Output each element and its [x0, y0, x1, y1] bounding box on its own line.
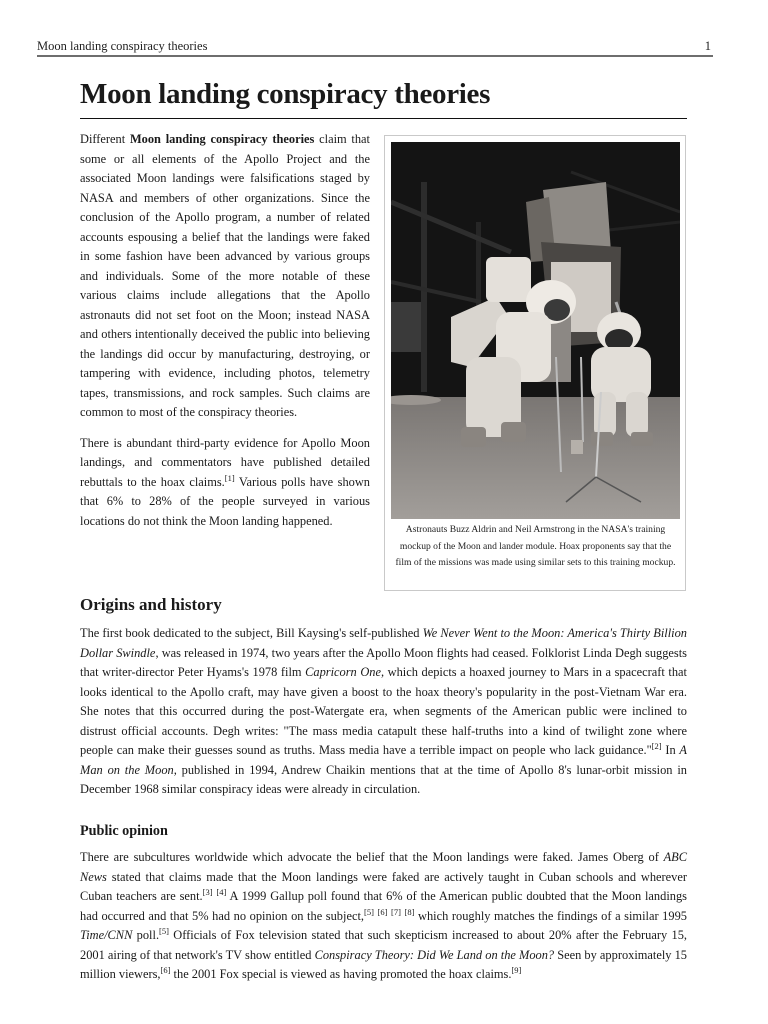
- astronauts-photo[interactable]: [391, 142, 680, 519]
- citation-link[interactable]: [6]: [377, 906, 388, 917]
- film-title: Capricorn One,: [305, 665, 385, 679]
- book-title: We Never Went to the Moon: America's Thirty Billion Dollar Swindle: [80, 626, 688, 660]
- text: , was released in 1974, two years after the Apollo Moon flights had ceased. Folklorist Linda Degh suggests that writer-director Peter Hyams's 1978 film: [80, 645, 687, 679]
- text: Officials of Fox television stated that such skepticism increased to about 20% after the February 15, 2001 airing of that network's TV show entitled: [80, 928, 687, 962]
- citation-link[interactable]: [8]: [404, 906, 415, 917]
- text: There are subcultures worldwide which advocate the belief that the Moon landings were faked. James Oberg of: [80, 850, 664, 864]
- citation-link[interactable]: [5]: [159, 926, 169, 936]
- lead-paragraph-1: [80, 130, 370, 423]
- text: Different: [80, 132, 130, 146]
- page-number: 1: [704, 39, 711, 53]
- text: There is abundant third-party evidence for Apollo Moon landings, and commentators have published detailed rebuttals to the hoax claims.: [80, 435, 370, 489]
- text: the 2001 Fox special is viewed as having promoted the hoax claims.: [170, 967, 512, 981]
- text: Various polls have shown that 6% to 28% of the people surveyed in various locations do not think the Moon landing happened.: [80, 474, 370, 528]
- book-title: A Man on the Moon,: [80, 743, 687, 777]
- citation-link[interactable]: [2]: [651, 741, 662, 751]
- running-header-title: Moon landing conspiracy theories: [37, 39, 208, 53]
- text: poll.: [132, 928, 160, 942]
- text: which depicts a hoaxed journey to Mars in a spacecraft that looks identical to the Apollo craft, may have given a boost to the hoax theory's popularity in the post-Vietnam War era. She notes that this occurred during the post-Watergate era, when segments of the American public were inclined to distrust official accounts. Degh writes: "The mass media catapult these half-truths into a kind of twilight zone where people can make their guesses sound as truths. Mass media have a terrible impact on people who lack guidance.": [80, 665, 687, 757]
- section-heading-public-opinion: Public opinion: [80, 823, 168, 839]
- origins-paragraph: [80, 624, 687, 800]
- citation-link[interactable]: [4]: [216, 887, 227, 897]
- bold-term: Moon landing conspiracy theories: [129, 132, 315, 146]
- lead-paragraph-2: [80, 434, 370, 532]
- citation-link[interactable]: [7]: [391, 906, 401, 917]
- text: A 1999 Gallup poll found that 6% of the American public doubted that the Moon landings had occurred and that 5% had no opinion on the subject,: [80, 889, 687, 923]
- photo-illustration: [391, 142, 680, 519]
- publication-title: Time/CNN: [80, 928, 133, 942]
- figure-caption: Astronauts Buzz Aldrin and Neil Armstrong in the NASA's training mockup of the Moon and lander module. Hoax proponents say that the film of the missions was made using similar sets to this training mockup.: [395, 524, 676, 568]
- citation-link[interactable]: [6]: [160, 965, 171, 975]
- text: In: [661, 743, 680, 757]
- text: The first book dedicated to the subject, Bill Kaysing's self-published: [80, 626, 423, 640]
- section-heading-origins: Origins and history: [80, 595, 222, 614]
- text: claim that some or all elements of the Apollo Project and the associated Moon landings were falsifications staged by NASA and members of other organizations. Since the conclusion of the Apollo program, a number of related accounts espousing a belief that the landings were faked in some fashion have been advanced by various groups and individuals. Some of the more notable of these various claims include allegations that the Apollo astronauts did not set foot on the Moon; instead NASA and others intentionally deceived the public into believing the landings did occur by manufacturing, destroying, or tampering with evidence, including photos, telemetry tapes, transmissions, and rock samples. Such claims are common to most of the conspiracy theories.: [80, 132, 371, 419]
- public-opinion-paragraph: [80, 848, 687, 985]
- publication-title: ABC News: [80, 850, 687, 884]
- running-header: [37, 37, 713, 57]
- lead-section: [80, 130, 370, 542]
- text: Seen by approximately 15 million viewers,: [80, 947, 688, 981]
- text: which roughly matches the findings of a similar 1995: [414, 908, 687, 923]
- citation-link[interactable]: [5]: [363, 906, 374, 917]
- citation-link[interactable]: [1]: [224, 472, 235, 483]
- figure-box: [384, 135, 686, 591]
- text: published in 1994, Andrew Chaikin mentions that at the time of Apollo 8's lunar-orbit mission in December 1968 similar conspiracy ideas were already in circulation.: [80, 762, 687, 796]
- text: stated that claims made that the Moon landings were faked are actively taught in Cuban schools and wherever Cuban teachers are sent.: [80, 869, 687, 903]
- show-title: Conspiracy Theory: Did We Land on the Moon?: [314, 947, 555, 962]
- page-title: Moon landing conspiracy theories: [80, 74, 687, 119]
- citation-link[interactable]: [3]: [202, 887, 213, 897]
- citation-link[interactable]: [9]: [511, 965, 522, 975]
